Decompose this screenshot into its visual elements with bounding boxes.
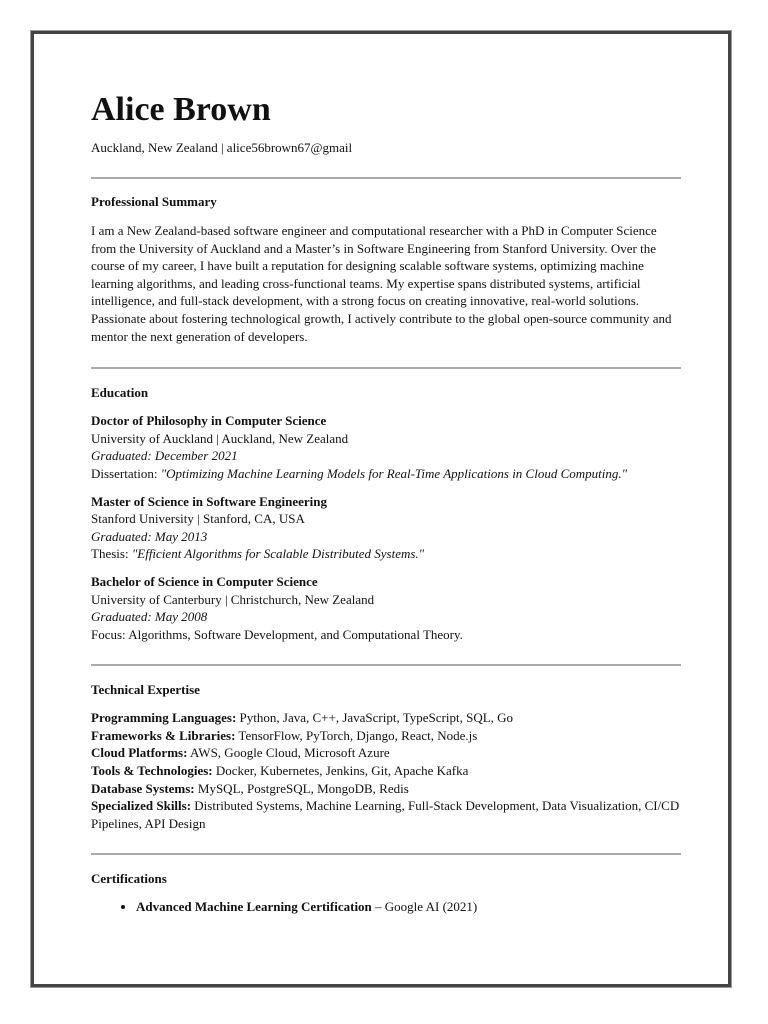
skill-row [91,727,681,745]
certification-name: Advanced Machine Learning Certification [136,899,372,915]
skill-value: Docker, Kubernetes, Jenkins, Git, Apache Kafka [212,763,469,779]
note-label: Thesis: [91,546,132,562]
note-title: "Optimizing Machine Learning Models for Real-Time Applications in Cloud Computing." [160,465,628,481]
skill-label: Programming Languages: [91,710,237,726]
skill-value: AWS, Google Cloud, Microsoft Azure [187,745,390,761]
school-line: University of Canterbury | Christchurch, New Zealand [91,591,375,607]
divider [91,853,681,855]
education-entry [91,493,681,563]
summary-text: I am a New Zealand-based software engineer and computational researcher with a PhD in Computer Science from the University of Auckland and a Master’s in Software Engineering from Stanford University. Over the course of my career, I have built a reputation for designing scalable software systems, optimizing machine learning algorithms, and leading cross-functional teams. My expertise spans distributed systems, artificial intelligence, and full-stack development, with a strong focus on creating innovative, real-world solutions. Passionate about fostering technological growth, I actively contribute to the global open-source community and mentor the next generation of developers. [91,223,672,344]
graduation-date: Graduated: May 2013 [91,528,208,544]
note-title: "Efficient Algorithms for Scalable Distributed Systems." [131,546,425,562]
skill-label: Cloud Platforms: [91,745,188,761]
candidate-name: Alice Brown [91,91,271,128]
skill-row [91,797,681,832]
school-line: Stanford University | Stanford, CA, USA [91,511,305,527]
divider [91,367,681,369]
skill-value: TensorFlow, PyTorch, Django, React, Node.js [235,727,478,743]
section-title-education: Education [91,385,149,401]
certification-detail: – Google AI (2021) [371,899,478,915]
section-title-expertise: Technical Expertise [91,682,200,698]
skill-value: MySQL, PostgreSQL, MongoDB, Redis [194,780,409,796]
note-label: Dissertation: [91,465,161,481]
thesis-line [91,545,681,563]
degree-title: Bachelor of Science in Computer Science [91,573,318,589]
contact-line: Auckland, New Zealand | alice56brown67@gmail [91,140,353,155]
education-entry [91,412,681,482]
skill-label: Specialized Skills: [91,798,192,814]
skill-row [91,709,681,727]
skill-value: Distributed Systems, Machine Learning, Full-Stack Development, Data Visualization, CI/CD Pipelines, API Design [91,798,680,831]
skill-row [91,780,681,798]
divider [91,664,681,666]
skill-value: Python, Java, C++, JavaScript, TypeScript, SQL, Go [236,710,514,726]
degree-title: Doctor of Philosophy in Computer Science [91,413,327,429]
resume-page [31,31,731,987]
skill-row [91,762,681,780]
section-title-summary: Professional Summary [91,194,217,209]
degree-title: Master of Science in Software Engineering [91,493,328,509]
skills-list [91,709,681,832]
dissertation-line [91,465,681,483]
section-title-certifications: Certifications [91,871,167,887]
graduation-date: Graduated: May 2008 [91,609,208,625]
graduation-date: Graduated: December 2021 [91,448,238,464]
skill-label: Database Systems: [91,780,195,796]
skill-label: Frameworks & Libraries: [91,727,236,743]
list-item [136,898,681,915]
school-line: University of Auckland | Auckland, New Zealand [91,430,349,446]
focus-line: Focus: Algorithms, Software Development, and Computational Theory. [91,626,463,642]
skill-label: Tools & Technologies: [91,763,213,779]
skill-row [91,744,681,762]
divider [91,177,681,179]
certifications-list [91,898,681,915]
education-entry [91,573,681,643]
resume-content [91,90,681,915]
